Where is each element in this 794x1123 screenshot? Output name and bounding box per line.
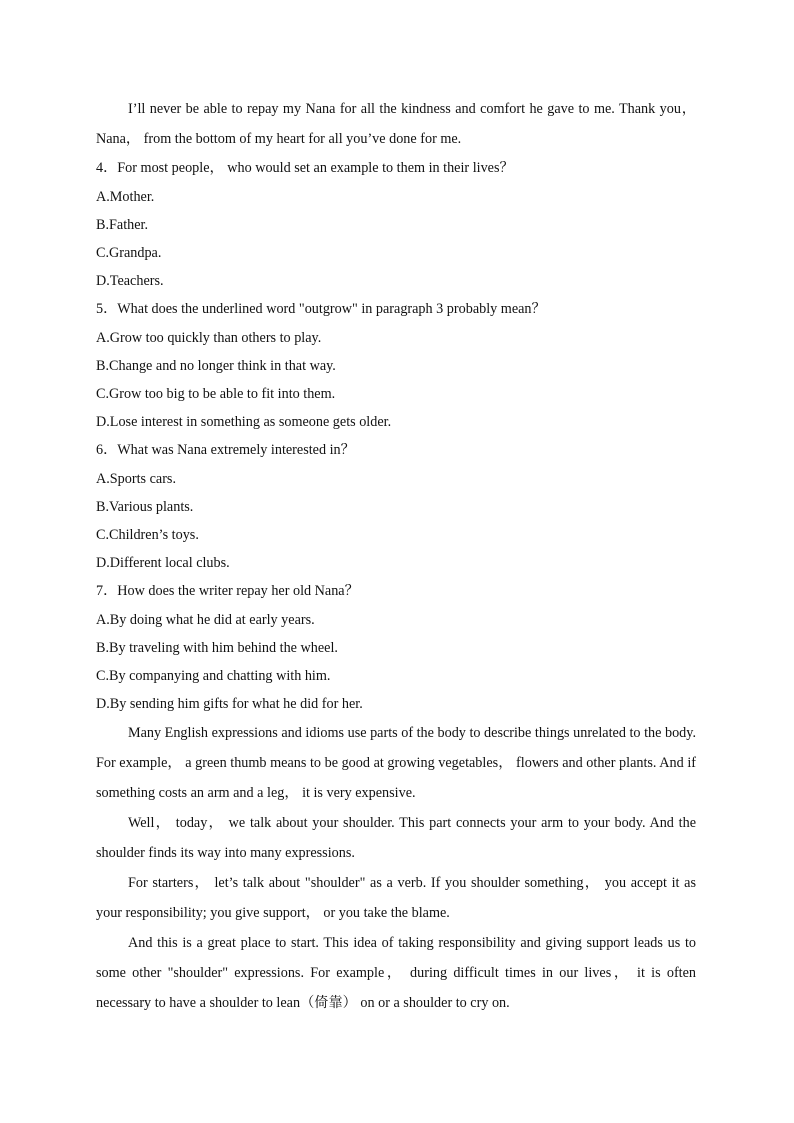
question-stem: 7．How does the writer repay her old Nana？ (96, 583, 359, 599)
intro-paragraph: I’ll never be able to repay my Nana for all the kindness and comfort he gave to me. Thank you， Nana， from the bottom of my heart for all you’ve done for me. (96, 101, 696, 147)
passage-paragraph-3: For starters， let’s talk about "shoulder" as a verb. If you shoulder something， you accept it as your responsibility; you give support， or you take the blame. (96, 875, 696, 921)
passage-paragraph-4: And this is a great place to start. This idea of taking responsibility and giving support leads us to some other "shoulder" expressions. For example， during difficult times in our lives， it is often necessary to have a shoulder to lean（倚靠） on or a shoulder to cry on. (96, 935, 696, 1011)
option-a: A.By doing what he did at early years. (96, 612, 315, 628)
option-d: D.Different local clubs. (96, 555, 230, 571)
option-d: D.By sending him gifts for what he did for her. (96, 696, 363, 712)
question-7 (96, 577, 696, 718)
option-b: B.By traveling with him behind the wheel. (96, 640, 338, 656)
option-c: C.Grandpa. (96, 245, 162, 261)
option-b: B.Various plants. (96, 499, 194, 515)
question-stem: 6．What was Nana extremely interested in？ (96, 442, 355, 458)
option-c: C.Children’s toys. (96, 527, 199, 543)
passage-paragraph-1: Many English expressions and idioms use parts of the body to describe things unrelated to the body. For example， a green thumb means to be good at growing vegetables， flowers and other plants. And if something costs an arm and a leg， it is very expensive. (96, 725, 696, 801)
option-d: D.Teachers. (96, 273, 164, 289)
question-4 (96, 154, 696, 295)
passage-paragraph-2: Well， today， we talk about your shoulder. This part connects your arm to your body. And the shoulder finds its way into many expressions. (96, 815, 696, 861)
option-c: C.By companying and chatting with him. (96, 668, 331, 684)
option-b: B.Change and no longer think in that way. (96, 358, 336, 374)
document-body (96, 94, 696, 1018)
question-stem: 4．For most people， who would set an example to them in their lives？ (96, 160, 514, 176)
option-a: A.Mother. (96, 189, 155, 205)
option-c: C.Grow too big to be able to fit into them. (96, 386, 336, 402)
question-6 (96, 436, 696, 577)
question-5 (96, 295, 696, 436)
option-a: A.Sports cars. (96, 471, 176, 487)
option-b: B.Father. (96, 217, 149, 233)
question-stem: 5．What does the underlined word "outgrow" in paragraph 3 probably mean？ (96, 301, 546, 317)
option-d: D.Lose interest in something as someone gets older. (96, 414, 392, 430)
option-a: A.Grow too quickly than others to play. (96, 330, 322, 346)
